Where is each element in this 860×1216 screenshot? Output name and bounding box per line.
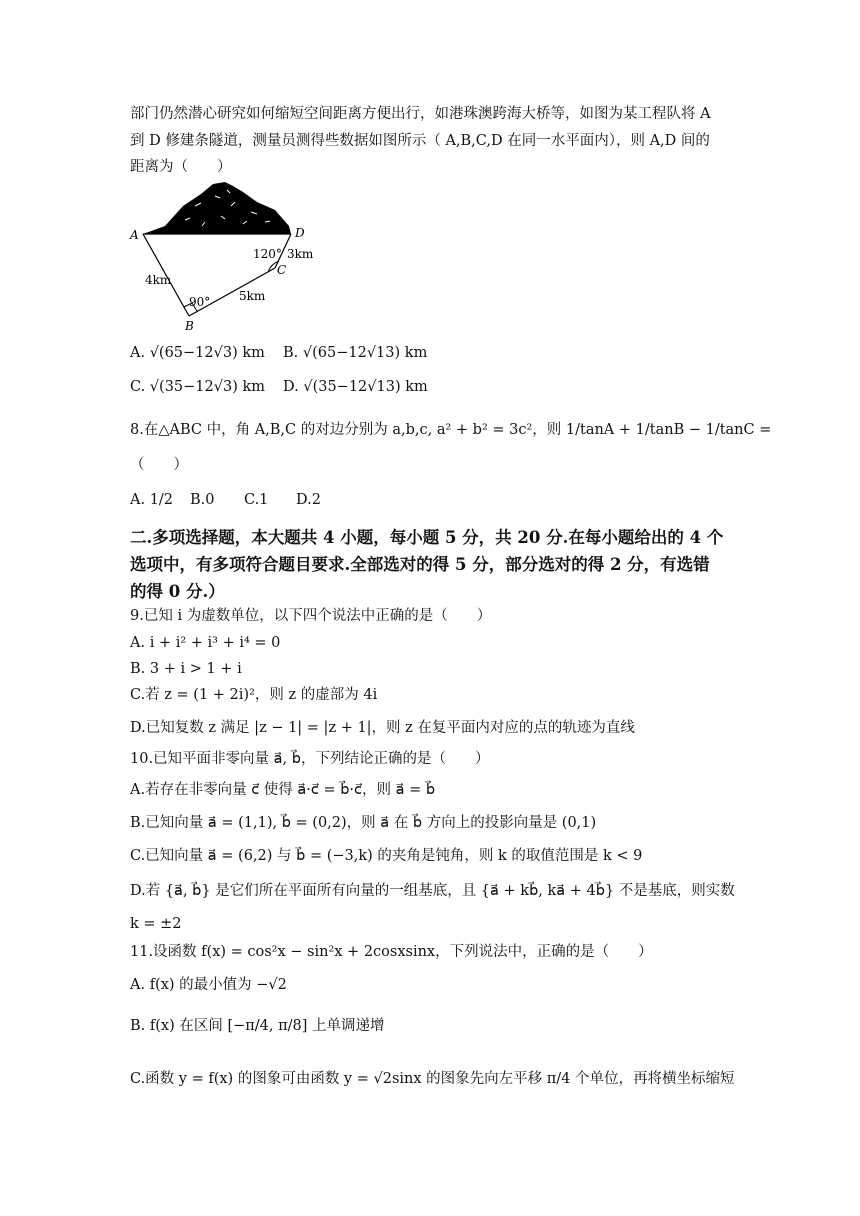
q7-stem-line3: 距离为（ ） bbox=[130, 159, 232, 175]
tunnel-figure bbox=[125, 176, 325, 336]
q8-option-a: A. 1/2 bbox=[130, 492, 174, 508]
q10-option-a: A.若存在非零向量 c⃗ 使得 a⃗·c⃗ = b⃗·c⃗，则 a⃗ = b⃗ bbox=[130, 782, 436, 798]
length-bc: 5km bbox=[239, 289, 266, 303]
q7-option-b: B. √(65−12√13) km bbox=[283, 345, 428, 361]
q10-option-d-cont: k = ±2 bbox=[130, 916, 182, 932]
q11-stem: 11.设函数 f(x) = cos²x − sin²x + 2cosxsinx，下列说法中，正确的是（ ） bbox=[130, 944, 653, 960]
q10-option-d: D.若 {a⃗, b⃗} 是它们所在平面所有向量的一组基底，且 {a⃗ + kb⃗, ka⃗ + 4b⃗} 不是基底，则实数 bbox=[130, 883, 735, 899]
q10-option-b: B.已知向量 a⃗ = (1,1), b⃗ = (0,2)，则 a⃗ 在 b⃗ 方向上的投影向量是 (0,1) bbox=[130, 815, 597, 831]
length-cd: 3km bbox=[287, 247, 314, 261]
point-d-label: D bbox=[295, 226, 305, 240]
q8-option-c: C.1 bbox=[244, 492, 269, 508]
q10-option-c: C.已知向量 a⃗ = (6,2) 与 b⃗ = (−3,k) 的夹角是钝角，则 k 的取值范围是 k < 9 bbox=[130, 848, 643, 864]
mountain-shape bbox=[143, 182, 291, 234]
q9-option-a: A. i + i² + i³ + i⁴ = 0 bbox=[130, 635, 281, 651]
section2-heading-line1: 二.多项选择题，本大题共 4 小题，每小题 5 分，共 20 分.在每小题给出的 4 个 bbox=[130, 528, 724, 547]
point-a-label: A bbox=[130, 228, 139, 242]
q8-paren: （ ） bbox=[130, 457, 188, 473]
angle-b-value: 90° bbox=[189, 295, 211, 309]
q8-stem: 8.在△ABC 中，角 A,B,C 的对边分别为 a,b,c, a² + b² = 3c²，则 1/tanA + 1/tanB − 1/tanC = bbox=[130, 422, 772, 438]
q9-option-b: B. 3 + i > 1 + i bbox=[130, 661, 242, 677]
angle-c-value: 120° bbox=[253, 247, 282, 261]
q7-option-d: D. √(35−12√13) km bbox=[283, 379, 428, 395]
q7-stem-line2: 到 D 修建条隧道，测量员测得些数据如图所示（ A,B,C,D 在同一水平面内），则 A,D 间的 bbox=[130, 133, 710, 149]
q7-option-a: A. √(65−12√3) km bbox=[130, 345, 265, 361]
section2-heading-line3: 的得 0 分.） bbox=[130, 582, 225, 601]
point-c-label: C bbox=[277, 263, 287, 277]
point-b-label: B bbox=[185, 319, 194, 333]
q11-option-b: B. f(x) 在区间 [−π/4, π/8] 上单调递增 bbox=[130, 1018, 385, 1034]
length-ab: 4km bbox=[145, 273, 172, 287]
q7-option-c: C. √(35−12√3) km bbox=[130, 379, 266, 395]
q9-option-d: D.已知复数 z 满足 |z − 1| = |z + 1|，则 z 在复平面内对应的点的轨迹为直线 bbox=[130, 720, 635, 736]
q7-stem-line1: 部门仍然潜心研究如何缩短空间距离方便出行，如港珠澳跨海大桥等，如图为某工程队将 A bbox=[130, 106, 711, 122]
q8-option-b: B.0 bbox=[190, 492, 215, 508]
section2-heading-line2: 选项中，有多项符合题目要求.全部选对的得 5 分，部分选对的得 2 分，有选错 bbox=[130, 555, 710, 574]
q11-option-c: C.函数 y = f(x) 的图象可由函数 y = √2sinx 的图象先向左平移 π/4 个单位，再将横坐标缩短 bbox=[130, 1071, 735, 1087]
q9-stem: 9.已知 i 为虚数单位，以下四个说法中正确的是（ ） bbox=[130, 608, 492, 624]
q8-option-d: D.2 bbox=[296, 492, 321, 508]
q9-option-c: C.若 z = (1 + 2i)²，则 z 的虚部为 4i bbox=[130, 687, 378, 703]
q11-option-a: A. f(x) 的最小值为 −√2 bbox=[130, 977, 287, 993]
q10-stem: 10.已知平面非零向量 a⃗, b⃗，下列结论正确的是（ ） bbox=[130, 751, 490, 767]
